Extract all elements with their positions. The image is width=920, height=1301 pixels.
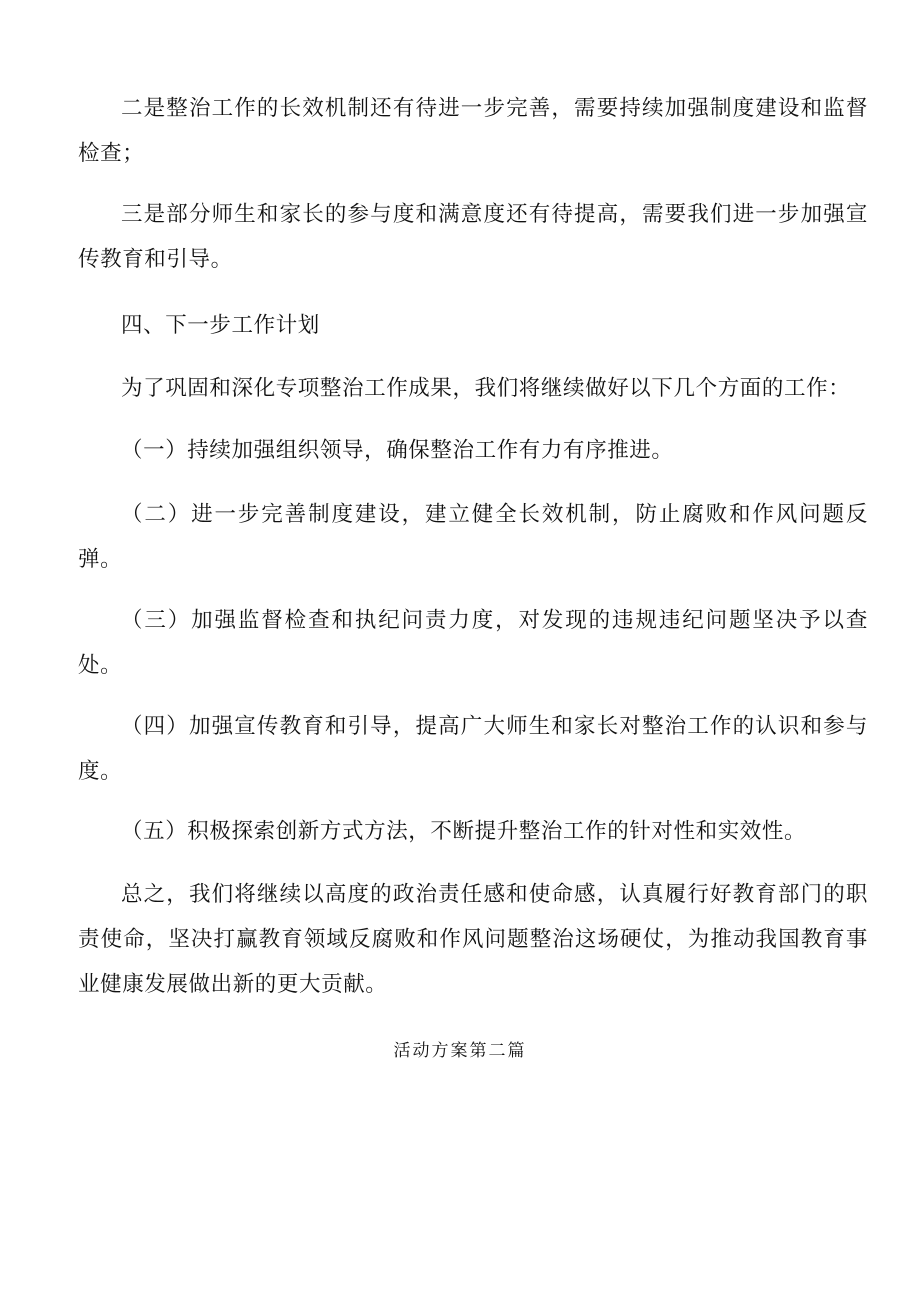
list-item-3: （三）加强监督检查和执纪问责力度，对发现的违规违纪问题坚决予以查处。 — [78, 608, 868, 678]
paragraph-participation: 三是部分师生和家长的参与度和满意度还有待提高，需要我们进一步加强宣传教育和引导。 — [78, 202, 868, 272]
section-title-second: 活动方案第二篇 — [393, 1041, 527, 1061]
list-item-1: （一）持续加强组织领导，确保整治工作有力有序推进。 — [121, 438, 674, 463]
list-item-5: （五）积极探索创新方式方法，不断提升整治工作的针对性和实效性。 — [121, 819, 807, 844]
paragraph-mechanism: 二是整治工作的长效机制还有待进一步完善，需要持续加强制度建设和监督检查； — [78, 96, 868, 166]
list-item-4: （四）加强宣传教育和引导，提高广大师生和家长对整治工作的认识和参与度。 — [78, 714, 868, 784]
paragraph-intro-plan: 为了巩固和深化专项整治工作成果，我们将继续做好以下几个方面的工作： — [121, 376, 851, 401]
section-heading-next-plan: 四、下一步工作计划 — [121, 313, 320, 338]
paragraph-conclusion: 总之，我们将继续以高度的政治责任感和使命感，认真履行好教育部门的职责使命，坚决打赢教育领域反腐败和作风问题整治这场硬仗，为推动我国教育事业健康发展做出新的更大贡献。 — [78, 882, 868, 997]
list-item-2: （二）进一步完善制度建设，建立健全长效机制，防止腐败和作风问题反弹。 — [78, 502, 868, 572]
